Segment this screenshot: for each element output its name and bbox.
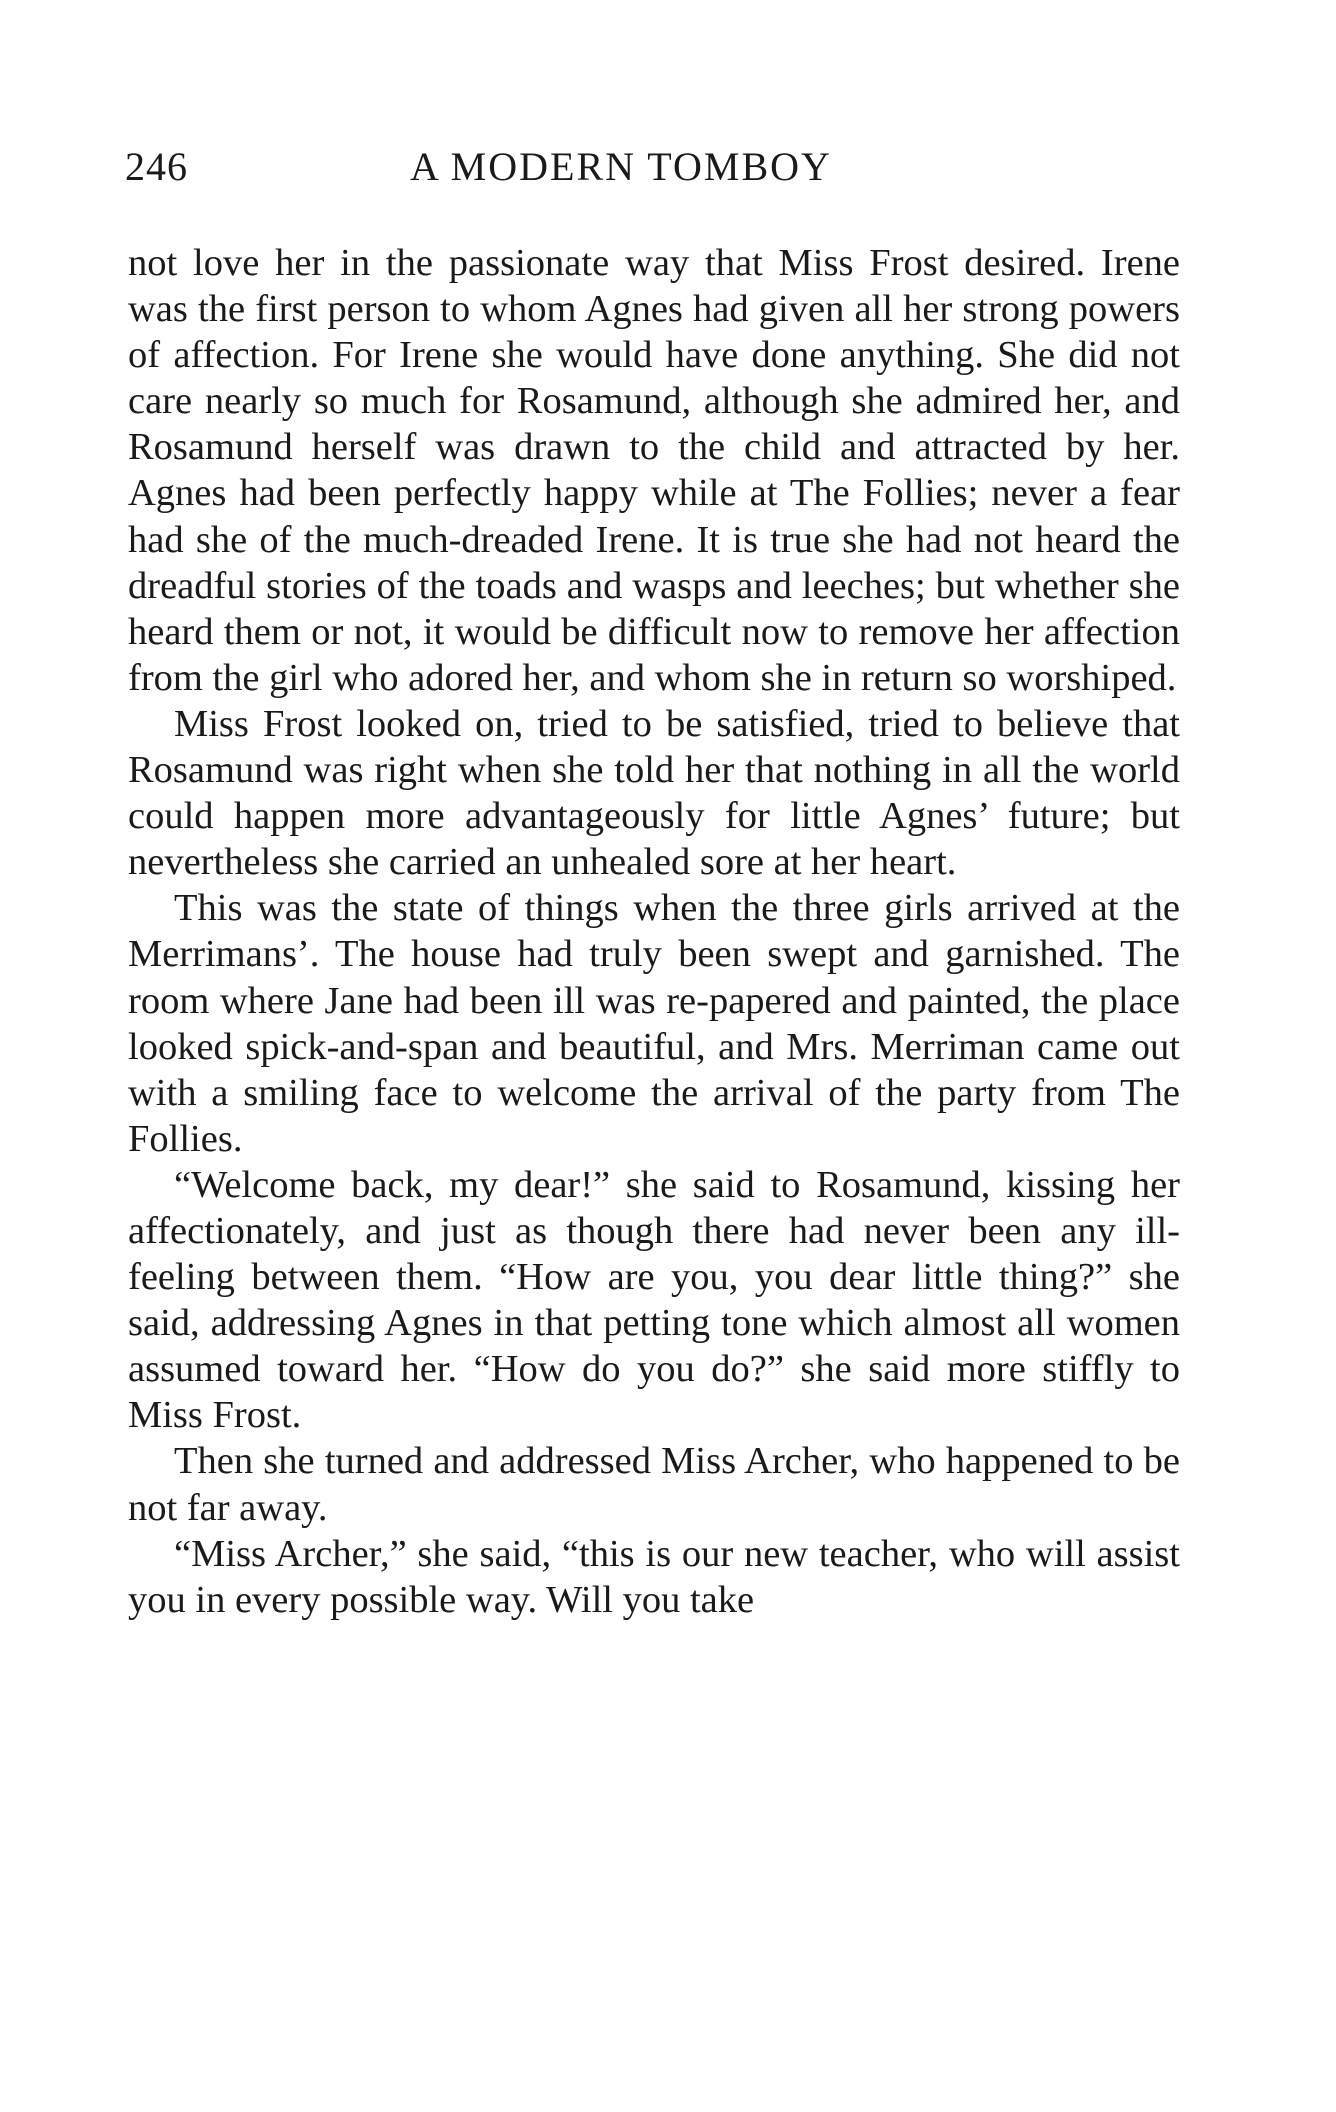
paragraph: “Welcome back, my dear!” she said to Rosamund, kissing her affectionately, and just as though there had never been any ill-feeling between them. “How are you, you dear little thing?” she said, addressing Agnes in that petting tone which almost all women assumed toward her. “How do you do?” she said more stiffly to Miss Frost.: [128, 1163, 1180, 1437]
paragraph: Then she turned and addressed Miss Archer, who happened to be not far away.: [128, 1440, 1180, 1529]
book-title: A MODERN TOMBOY: [410, 144, 832, 189]
paragraph-continued: not love her in the passionate way that Miss Frost desired. Irene was the first person to whom Agnes had given all her strong powers of affection. For Irene she would have done anything. She did not care nearly so much for Rosamund, although she admired her, and Rosamund herself was drawn to the child and attracted by her. Agnes had been perfectly happy while at The Follies; never a fear had she of the much-dreaded Irene. It is true she had not heard the dreadful stories of the toads and wasps and leeches; but whether she heard them or not, it would be difficult now to remove her affection from the girl who adored her, and whom she in return so worshiped.: [128, 242, 1180, 699]
running-head: [125, 142, 1180, 192]
paragraph: “Miss Archer,” she said, “this is our new teacher, who will assist you in every possible way. Will you take: [128, 1532, 1180, 1621]
body-text: [128, 240, 1180, 1623]
paragraph: Miss Frost looked on, tried to be satisfied, tried to believe that Rosamund was right when she told her that nothing in all the world could happen more advantageously for little Agnes’ future; but nevertheless she carried an unhealed sore at her heart.: [128, 702, 1180, 884]
paragraph: This was the state of things when the three girls arrived at the Merrimans’. The house had truly been swept and garnished. The room where Jane had been ill was re-papered and painted, the place looked spick-and-span and beautiful, and Mrs. Merriman came out with a smiling face to welcome the arrival of the party from The Follies.: [128, 887, 1180, 1160]
page-number: 246: [125, 144, 188, 189]
